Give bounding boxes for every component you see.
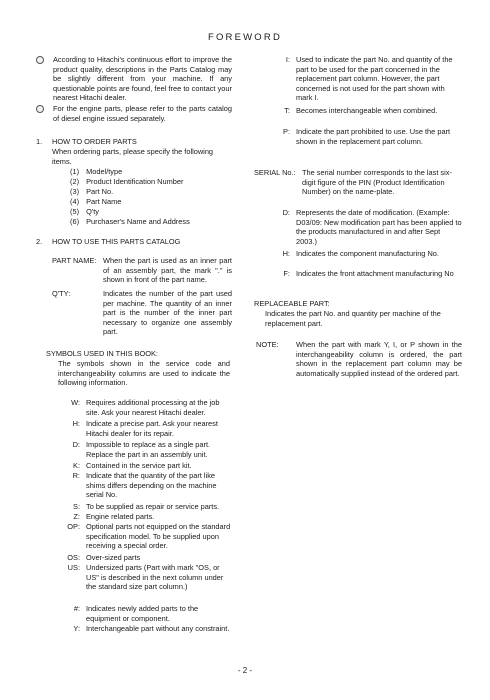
symbol-entry: D: Impossible to replace as a single part. Replace the part in an assembly unit. [72, 440, 211, 459]
definition-qty: Q'TY: Indicates the number of the part used per machine. The quantity of an inner part is the number of the inner part necessary to organize one assembly part. [52, 289, 232, 337]
symbol-entry: I: Used to indicate the part No. and quantity of the part to be used for the part concerned in the replacement part column. However, the part concerned is not used for the part shown with mark I. [285, 55, 453, 103]
symbol-entry: H: Indicate a precise part. Ask your nearest Hitachi dealer for its repair. [72, 419, 218, 438]
replaceable-heading: REPLACEABLE PART: [254, 299, 330, 308]
order-item: (3) Part No. [70, 187, 114, 196]
serial-entry: H: Indicates the component manufacturing No. [282, 249, 439, 258]
intro-paragraph-1: According to Hitachi's continuous effort to improve the product quality, descriptions in the Parts Catalog may be slightly different from your machine. If any questionable points are found, feel free to contact your nearest Hitachi dealer. [36, 55, 232, 103]
symbol-entry: Z: Engine related parts. [73, 512, 155, 521]
symbol-entry: S: To be supplied as repair or service parts. [73, 502, 220, 511]
replaceable-text: Indicates the part No. and quantity per machine of the replacement part. [265, 309, 441, 328]
intro-paragraph-2: For the engine parts, please refer to the parts catalog of diesel engine issued separately. [36, 104, 232, 123]
order-item: (6) Purchaser's Name and Address [70, 217, 190, 226]
symbol-entry: T: Becomes interchangeable when combined. [284, 106, 438, 115]
symbol-entry: OS: Over-sized parts [67, 553, 141, 562]
section-2-heading: HOW TO USE THIS PARTS CATALOG [52, 237, 181, 246]
symbol-entry: #: Indicates newly added parts to the equipment or component. [73, 604, 199, 623]
page-title: FOREWORD [207, 32, 283, 43]
symbol-entry: R: Indicate that the quantity of the part like shims differs depending on the machine serial No. [72, 471, 217, 500]
section-1-intro: When ordering parts, please specify the following items. [52, 147, 214, 166]
section-1-number: 1. [36, 137, 43, 146]
section-2-number: 2. [36, 237, 43, 246]
symbol-entry: W: Requires additional processing at the job site. Ask your nearest Hitachi dealer. [71, 398, 220, 417]
section-1-heading: HOW TO ORDER PARTS [52, 137, 137, 146]
symbol-entry: P: Indicate the part prohibited to use. Use the part shown in the replacement part column. [283, 127, 451, 146]
serial-entry: D: Represents the date of modification. (Example: D03/09: New modification part has been applied to the products manufactured in and after Sept 2003.) [282, 208, 462, 246]
replaceable-note: NOTE: When the part with mark Y, I, or P shown in the interchangeability column is ordered, the part shown in the replacement part column may be automatically supplied instead of the ordered part. [256, 340, 462, 378]
order-item: (4) Part Name [70, 197, 122, 206]
serial-number-definition: SERIAL No.: The serial number corresponds to the last six-digit figure of the PIN (Product Identification Number) on the name-plate. [254, 168, 452, 197]
symbols-heading: SYMBOLS USED IN THIS BOOK: [46, 349, 158, 358]
symbol-entry: OP: Optional parts not equipped on the standard specification model. To be supplied upon receiving a special order. [67, 522, 231, 551]
order-item: (2) Product Identification Number [70, 177, 184, 186]
definition-part-name: PART NAME: When the part is used as an inner part of an assembly part, the mark "." is shown in front of the part name. [52, 256, 232, 285]
circle-bullet-icon [36, 56, 44, 64]
order-item: (5) Q'ty [70, 207, 99, 216]
symbol-entry: K: Contained in the service part kit. [73, 461, 192, 470]
page-number: - 2 - [237, 666, 253, 675]
circle-bullet-icon [36, 105, 44, 113]
symbol-entry: Y: Interchangeable part without any constraint. [73, 624, 230, 633]
symbol-entry: US: Undersized parts (Part with mark "OS, or US" is described in the next column under the standard size part column.) [67, 563, 224, 592]
symbols-intro: The symbols shown in the service code and interchangeability columns are used to indicate the following information. [58, 359, 230, 388]
serial-entry: F: Indicates the front attachment manufacturing No [283, 269, 454, 278]
order-item: (1) Model/type [70, 167, 123, 176]
